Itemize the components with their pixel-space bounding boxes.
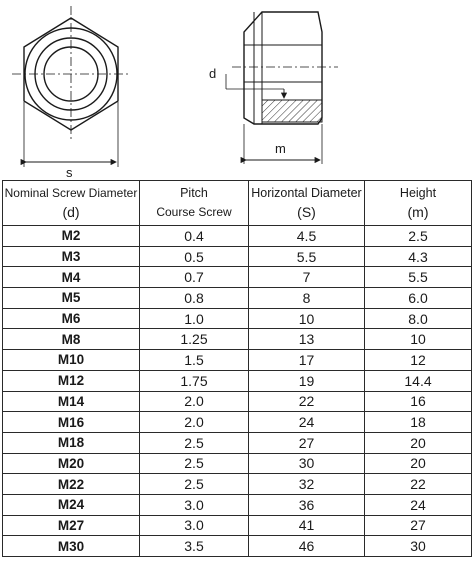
cell-size: M10: [3, 350, 140, 371]
cell-size: M2: [3, 226, 140, 247]
cell-height: 10: [365, 329, 472, 350]
table-row: [3, 536, 472, 557]
cell-height: 4.3: [365, 246, 472, 267]
cell-pitch: 3.0: [140, 515, 249, 536]
cell-size: M22: [3, 474, 140, 495]
header-height: Height (m): [365, 181, 472, 226]
cell-pitch: 1.75: [140, 370, 249, 391]
cell-height: 30: [365, 536, 472, 557]
cell-pitch: 2.0: [140, 391, 249, 412]
cell-horizontal-diameter: 27: [249, 432, 365, 453]
cell-height: 22: [365, 474, 472, 495]
cell-size: M8: [3, 329, 140, 350]
cell-pitch: 0.5: [140, 246, 249, 267]
cell-size: M18: [3, 432, 140, 453]
cell-height: 6.0: [365, 288, 472, 309]
table-row: [3, 453, 472, 474]
table-row: [3, 494, 472, 515]
cell-horizontal-diameter: 5.5: [249, 246, 365, 267]
cell-horizontal-diameter: 30: [249, 453, 365, 474]
cell-size: M14: [3, 391, 140, 412]
cell-size: M27: [3, 515, 140, 536]
cell-height: 24: [365, 494, 472, 515]
hatched-section: [262, 100, 322, 122]
cell-pitch: 3.5: [140, 536, 249, 557]
cell-height: 18: [365, 412, 472, 433]
cell-pitch: 2.5: [140, 453, 249, 474]
nut-front-view: [12, 6, 130, 167]
cell-horizontal-diameter: 36: [249, 494, 365, 515]
cell-height: 14.4: [365, 370, 472, 391]
cell-pitch: 2.5: [140, 432, 249, 453]
cell-horizontal-diameter: 24: [249, 412, 365, 433]
cell-size: M16: [3, 412, 140, 433]
table-row: [3, 267, 472, 288]
cell-height: 20: [365, 432, 472, 453]
cell-size: M5: [3, 288, 140, 309]
cell-height: 16: [365, 391, 472, 412]
cell-horizontal-diameter: 22: [249, 391, 365, 412]
cell-size: M24: [3, 494, 140, 515]
cell-horizontal-diameter: 17: [249, 350, 365, 371]
cell-size: M6: [3, 308, 140, 329]
nut-technical-drawing: [0, 0, 474, 180]
cell-horizontal-diameter: 41: [249, 515, 365, 536]
cell-pitch: 1.25: [140, 329, 249, 350]
table-row: [3, 288, 472, 309]
cell-horizontal-diameter: 46: [249, 536, 365, 557]
cell-height: 2.5: [365, 226, 472, 247]
cell-height: 8.0: [365, 308, 472, 329]
cell-pitch: 0.4: [140, 226, 249, 247]
table-row: [3, 474, 472, 495]
cell-pitch: 1.5: [140, 350, 249, 371]
table-row: [3, 246, 472, 267]
cell-size: M3: [3, 246, 140, 267]
cell-horizontal-diameter: 13: [249, 329, 365, 350]
cell-pitch: 1.0: [140, 308, 249, 329]
table-row: [3, 432, 472, 453]
header-pitch: Pitch Course Screw: [140, 181, 249, 226]
cell-horizontal-diameter: 32: [249, 474, 365, 495]
nut-dimension-table: [2, 180, 472, 557]
cell-horizontal-diameter: 10: [249, 308, 365, 329]
cell-height: 20: [365, 453, 472, 474]
cell-size: M30: [3, 536, 140, 557]
cell-pitch: 0.8: [140, 288, 249, 309]
table-row: [3, 226, 472, 247]
cell-size: M20: [3, 453, 140, 474]
cell-horizontal-diameter: 19: [249, 370, 365, 391]
table-row: [3, 308, 472, 329]
cell-pitch: 0.7: [140, 267, 249, 288]
cell-size: M4: [3, 267, 140, 288]
cell-size: M12: [3, 370, 140, 391]
table-row: [3, 412, 472, 433]
header-nominal-diameter: Nominal Screw Diameter (d): [3, 181, 140, 226]
table-row: [3, 370, 472, 391]
table-header-row: [3, 181, 472, 226]
cell-height: 27: [365, 515, 472, 536]
table-row: [3, 329, 472, 350]
cell-pitch: 2.5: [140, 474, 249, 495]
cell-pitch: 2.0: [140, 412, 249, 433]
cell-horizontal-diameter: 8: [249, 288, 365, 309]
dimension-label-s: s: [66, 165, 73, 180]
table-row: [3, 391, 472, 412]
table-row: [3, 350, 472, 371]
dimension-label-m: m: [275, 141, 286, 156]
cell-height: 12: [365, 350, 472, 371]
cell-horizontal-diameter: 4.5: [249, 226, 365, 247]
cell-height: 5.5: [365, 267, 472, 288]
table-row: [3, 515, 472, 536]
cell-horizontal-diameter: 7: [249, 267, 365, 288]
cell-pitch: 3.0: [140, 494, 249, 515]
dimension-label-d: d: [209, 66, 217, 81]
header-horizontal-diameter: Horizontal Diameter (S): [249, 181, 365, 226]
